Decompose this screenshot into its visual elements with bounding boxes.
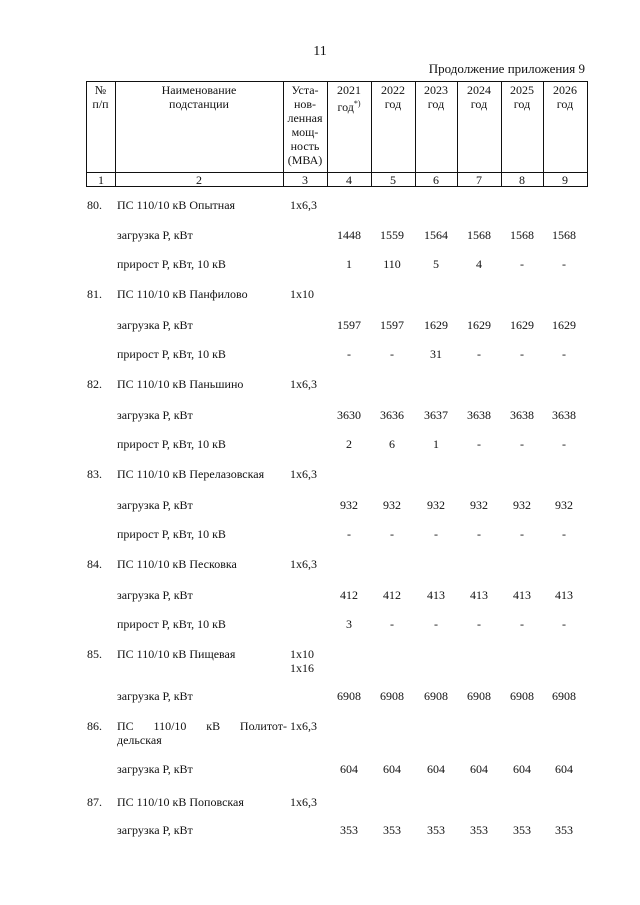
installed-capacity: 1х6,3 bbox=[290, 795, 317, 809]
row-label: ПС 110/10 кВ Пищевая bbox=[117, 647, 236, 661]
value-cell: 412 bbox=[340, 588, 358, 602]
value-cell: - bbox=[390, 617, 394, 631]
row-label: прирост Р, кВт, 10 кВ bbox=[117, 437, 226, 451]
row-label: ПС 110/10 кВ Панфилово bbox=[117, 287, 248, 301]
header-year: 2021 год*) bbox=[337, 83, 361, 114]
value-cell: 110 bbox=[383, 257, 401, 271]
table-header bbox=[86, 81, 588, 187]
row-label: прирост Р, кВт, 10 кВ bbox=[117, 257, 226, 271]
value-cell: 6908 bbox=[380, 689, 404, 703]
row-number: 86. bbox=[87, 719, 102, 733]
row-label: загрузка Р, кВт bbox=[117, 823, 193, 837]
value-cell: 2 bbox=[346, 437, 352, 451]
value-cell: - bbox=[562, 257, 566, 271]
column-number: 2 bbox=[196, 173, 202, 187]
value-cell: 5 bbox=[433, 257, 439, 271]
header-year: 2023 год bbox=[424, 83, 448, 111]
header-name: Наименование подстанции bbox=[161, 83, 237, 111]
installed-capacity: 1х10 1х16 bbox=[290, 647, 314, 675]
column-number: 7 bbox=[476, 173, 482, 187]
row-label: загрузка Р, кВт bbox=[117, 588, 193, 602]
header-year: 2024 год bbox=[467, 83, 491, 111]
value-cell: 6908 bbox=[467, 689, 491, 703]
row-label: загрузка Р, кВт bbox=[117, 498, 193, 512]
row-label: загрузка Р, кВт bbox=[117, 408, 193, 422]
value-cell: 1629 bbox=[424, 318, 448, 332]
value-cell: - bbox=[477, 617, 481, 631]
value-cell: 3 bbox=[346, 617, 352, 631]
row-number: 82. bbox=[87, 377, 102, 391]
value-cell: 353 bbox=[340, 823, 358, 837]
value-cell: - bbox=[347, 527, 351, 541]
value-cell: 353 bbox=[513, 823, 531, 837]
page-number: 11 bbox=[313, 44, 327, 59]
value-cell: 1568 bbox=[552, 228, 576, 242]
column-number: 5 bbox=[390, 173, 396, 187]
value-cell: 932 bbox=[470, 498, 488, 512]
value-cell: 1568 bbox=[510, 228, 534, 242]
row-number: 87. bbox=[87, 795, 102, 809]
value-cell: 1559 bbox=[380, 228, 404, 242]
row-number: 84. bbox=[87, 557, 102, 571]
value-cell: 1629 bbox=[467, 318, 491, 332]
value-cell: 932 bbox=[513, 498, 531, 512]
row-label: загрузка Р, кВт bbox=[117, 318, 193, 332]
column-number: 6 bbox=[433, 173, 439, 187]
column-number: 3 bbox=[302, 173, 308, 187]
row-label: загрузка Р, кВт bbox=[117, 228, 193, 242]
value-cell: 3638 bbox=[467, 408, 491, 422]
value-cell: 604 bbox=[383, 762, 401, 776]
header-year: 2026 год bbox=[553, 83, 577, 111]
value-cell: 604 bbox=[427, 762, 445, 776]
installed-capacity: 1х6,3 bbox=[290, 719, 317, 733]
value-cell: 604 bbox=[513, 762, 531, 776]
value-cell: 1629 bbox=[510, 318, 534, 332]
value-cell: - bbox=[477, 437, 481, 451]
value-cell: 1568 bbox=[467, 228, 491, 242]
value-cell: 3636 bbox=[380, 408, 404, 422]
value-cell: 412 bbox=[383, 588, 401, 602]
value-cell: - bbox=[562, 527, 566, 541]
value-cell: 353 bbox=[427, 823, 445, 837]
value-cell: - bbox=[562, 437, 566, 451]
row-label: ПС 110/10 кВ Паньшино bbox=[117, 377, 244, 391]
column-number: 4 bbox=[346, 173, 352, 187]
value-cell: - bbox=[520, 617, 524, 631]
header-num: № п/п bbox=[92, 83, 109, 111]
value-cell: - bbox=[520, 437, 524, 451]
value-cell: 6 bbox=[389, 437, 395, 451]
value-cell: 353 bbox=[555, 823, 573, 837]
value-cell: 353 bbox=[383, 823, 401, 837]
value-cell: 3637 bbox=[424, 408, 448, 422]
row-number: 80. bbox=[87, 198, 102, 212]
row-label: ПС 110/10 кВ Опытная bbox=[117, 198, 236, 212]
value-cell: 6908 bbox=[337, 689, 361, 703]
column-number: 9 bbox=[562, 173, 568, 187]
column-number: 8 bbox=[519, 173, 525, 187]
installed-capacity: 1х6,3 bbox=[290, 467, 317, 481]
row-number: 83. bbox=[87, 467, 102, 481]
value-cell: 932 bbox=[555, 498, 573, 512]
value-cell: 3630 bbox=[337, 408, 361, 422]
value-cell: - bbox=[434, 527, 438, 541]
row-label: ПС 110/10 кВ Песковка bbox=[117, 557, 237, 571]
value-cell: 413 bbox=[513, 588, 531, 602]
value-cell: - bbox=[390, 527, 394, 541]
row-label: загрузка Р, кВт bbox=[117, 762, 193, 776]
value-cell: 6908 bbox=[510, 689, 534, 703]
value-cell: - bbox=[390, 347, 394, 361]
value-cell: 1597 bbox=[337, 318, 361, 332]
value-cell: 1564 bbox=[424, 228, 448, 242]
value-cell: 3638 bbox=[552, 408, 576, 422]
value-cell: - bbox=[520, 527, 524, 541]
value-cell: 3638 bbox=[510, 408, 534, 422]
value-cell: - bbox=[562, 347, 566, 361]
value-cell: 1448 bbox=[337, 228, 361, 242]
header-year: 2022 год bbox=[381, 83, 405, 111]
continuation-caption: Продолжение приложения 9 bbox=[428, 61, 585, 76]
header-year: 2025 год bbox=[510, 83, 534, 111]
value-cell: 932 bbox=[383, 498, 401, 512]
value-cell: 1597 bbox=[380, 318, 404, 332]
row-label: прирост Р, кВт, 10 кВ bbox=[117, 347, 226, 361]
row-number: 81. bbox=[87, 287, 102, 301]
value-cell: 413 bbox=[470, 588, 488, 602]
row-label: ПС 110/10 кВ Политот- дельская bbox=[117, 719, 287, 747]
column-number: 1 bbox=[98, 173, 104, 187]
value-cell: - bbox=[477, 347, 481, 361]
value-cell: 1629 bbox=[552, 318, 576, 332]
value-cell: 932 bbox=[340, 498, 358, 512]
value-cell: 4 bbox=[476, 257, 482, 271]
value-cell: 1 bbox=[346, 257, 352, 271]
row-number: 85. bbox=[87, 647, 102, 661]
value-cell: 604 bbox=[555, 762, 573, 776]
value-cell: 604 bbox=[340, 762, 358, 776]
value-cell: 413 bbox=[555, 588, 573, 602]
installed-capacity: 1х10 bbox=[290, 287, 314, 301]
row-label: ПС 110/10 кВ Перелазовская bbox=[117, 467, 265, 481]
value-cell: - bbox=[520, 257, 524, 271]
row-label: ПС 110/10 кВ Поповская bbox=[117, 795, 244, 809]
row-label: прирост Р, кВт, 10 кВ bbox=[117, 527, 226, 541]
value-cell: - bbox=[562, 617, 566, 631]
value-cell: 6908 bbox=[552, 689, 576, 703]
value-cell: - bbox=[347, 347, 351, 361]
value-cell: - bbox=[434, 617, 438, 631]
value-cell: 31 bbox=[430, 347, 442, 361]
installed-capacity: 1х6,3 bbox=[290, 377, 317, 391]
value-cell: 932 bbox=[427, 498, 445, 512]
installed-capacity: 1х6,3 bbox=[290, 557, 317, 571]
header-capacity: Уста- нов- ленная мощ- ность (МВА) bbox=[287, 83, 323, 167]
value-cell: 353 bbox=[470, 823, 488, 837]
value-cell: - bbox=[477, 527, 481, 541]
value-cell: - bbox=[520, 347, 524, 361]
value-cell: 413 bbox=[427, 588, 445, 602]
row-label: прирост Р, кВт, 10 кВ bbox=[117, 617, 226, 631]
row-label: загрузка Р, кВт bbox=[117, 689, 193, 703]
value-cell: 6908 bbox=[424, 689, 448, 703]
value-cell: 1 bbox=[433, 437, 439, 451]
value-cell: 604 bbox=[470, 762, 488, 776]
installed-capacity: 1х6,3 bbox=[290, 198, 317, 212]
